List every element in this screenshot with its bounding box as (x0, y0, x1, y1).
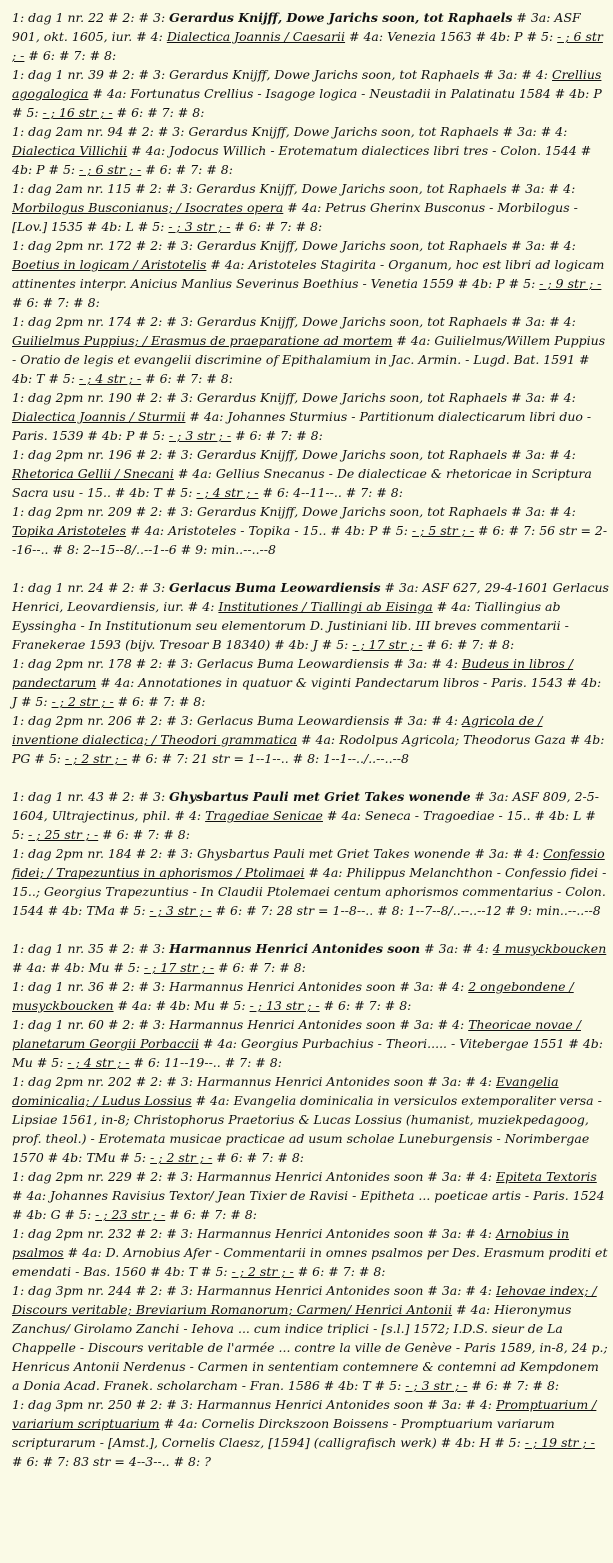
record-text: # 6: # 7: # 8: (141, 371, 233, 386)
record-text: # 6: # 7: # 8: (293, 1264, 386, 1279)
record-text: # 6: # 7: 56 str = 2--16--.. # 8: 2--15--8/..--1--6 # 9: min..--..--8 (12, 523, 608, 557)
record-text: 1: dag 2pm nr. 184 # 2: # 3: Ghysbartus Pauli met Griet Takes wonende # 3a: # 4: (12, 846, 544, 861)
book-title: Morbilogus Busconianus; / Isocrates opera (12, 200, 284, 215)
record-entry (12, 312, 609, 388)
record-entry (12, 1395, 609, 1471)
record-text: # 4a: Seneca - Tragoediae - 15.. # 4b: L # 5: (12, 808, 596, 842)
book-title: Dialectica Joannis / Sturmii (12, 409, 186, 424)
record-text: # 3a: ASF 627, 29-4-1601 Gerlacus Henrici, Leovardiensis, iur. # 4: (12, 580, 609, 614)
group-separator (12, 768, 609, 787)
book-title: Agricola de / inventione dialectica; / Theodori grammatica (12, 713, 543, 747)
group-separator (12, 920, 609, 939)
record-entry (12, 8, 609, 65)
book-title: - ; 3 str ; - (405, 1378, 468, 1393)
record-text: # 6: # 7: # 8: (24, 48, 117, 63)
record-text: 1: dag 2pm nr. 190 # 2: # 3: Gerardus Knijff, Dowe Jarichs soon, tot Raphaels # 3a: # 4: (12, 390, 576, 405)
record-group (12, 787, 609, 920)
book-title: - ; 3 str ; - (168, 428, 232, 443)
record-text: # 3a: ASF 901, okt. 1605, iur. # 4: (12, 10, 581, 44)
book-title: - ; 2 str ; - (64, 751, 128, 766)
book-title: - ; 4 str ; - (67, 1055, 130, 1070)
record-entry (12, 179, 609, 236)
owner-name: Gerardus Knijff, Dowe Jarichs soon, tot Raphaels (169, 10, 513, 25)
record-text: # 6: # 7: # 8: (112, 105, 205, 120)
book-title: Rhetorica Gellii / Snecani (12, 466, 174, 481)
book-title: 4 musyckboucken (492, 941, 607, 956)
book-title: - ; 23 str ; - (95, 1207, 166, 1222)
record-text: 1: dag 2pm nr. 229 # 2: # 3: Harmannus Henrici Antonides soon # 3a: # 4: (12, 1169, 496, 1184)
group-separator (12, 559, 609, 578)
record-group (12, 578, 609, 768)
book-title: Epiteta Textoris (496, 1169, 597, 1184)
book-title: - ; 2 str ; - (231, 1264, 294, 1279)
record-text: 1: dag 1 nr. 39 # 2: # 3: Gerardus Knijff, Dowe Jarichs soon, tot Raphaels # 3a: # 4: (12, 67, 552, 82)
record-text: # 4a: Cornelis Dirckszoon Boissens - Promptuarium variarum scripturarum - [Amst.], Cornelis Claesz, [1594] (calligrafisch werk) # 4b: H # 5: (12, 1416, 555, 1450)
record-entry (12, 711, 609, 768)
record-text: 1: dag 2pm nr. 196 # 2: # 3: Gerardus Knijff, Dowe Jarichs soon, tot Raphaels # 3a: # 4: (12, 447, 576, 462)
owner-name: Gerlacus Buma Leowardiensis (169, 580, 381, 595)
book-title: Confessio fidei; / Trapezuntius in aphorismos / Ptolimaei (12, 846, 605, 880)
record-group (12, 8, 609, 559)
record-text: # 4a: Annotationes in quatuor & viginti Pandectarum libros - Paris. 1543 # 4b: J # 5: (12, 675, 602, 709)
record-text: # 4a: Johannes Ravisius Textor/ Jean Tixier de Ravisi - Epitheta ... poeticae artis - Paris. 1524 # 4b: G # 5: (12, 1188, 605, 1222)
record-entry (12, 1072, 609, 1167)
record-text: # 6: # 7: 28 str = 1--8--.. # 8: 1--7--8/..--..--12 # 9: min..--..--8 (211, 903, 601, 918)
record-text: 1: dag 1 nr. 24 # 2: # 3: (12, 580, 170, 595)
record-text: # 6: # 7: # 8: (467, 1378, 560, 1393)
record-text: # 4a: Aristoteles Stagirita - Organum, hoc est libri ad logicam attinentes interpr. Anicius Manlius Severinus Boethius - Venetia 1559 # 4b: P # 5: (12, 257, 605, 291)
record-text: # 4a: Fortunatus Crellius - Isagoge logica - Neustadii in Palatinatu 1584 # 4b: P # 5: (12, 86, 602, 120)
book-title: - ; 6 str ; - (79, 162, 142, 177)
record-entry (12, 1167, 609, 1224)
record-text: 1: dag 3pm nr. 250 # 2: # 3: Harmannus Henrici Antonides soon # 3a: # 4: (12, 1397, 496, 1412)
record-text: 1: dag 1 nr. 43 # 2: # 3: (12, 789, 170, 804)
book-title: - ; 5 str ; - (411, 523, 475, 538)
record-text: # 4a: Aristoteles - Topika - 15.. # 4b: P # 5: (126, 523, 412, 538)
book-title: - ; 6 str ; - (12, 29, 603, 63)
record-text: # 4a: Guilielmus/Willem Puppius - Oratio de legis et evangelii discrimine of Epithalamium in Jac. Armin. - Lugd. Bat. 1591 # 4b: T # 5: (12, 333, 606, 386)
record-text: # 6: # 7: # 8: (231, 428, 323, 443)
book-title: Theoricae novae / planetarum Georgii Porbaccii (12, 1017, 581, 1051)
book-title: Crellius agogalogica (12, 67, 602, 101)
record-text: 1: dag 2pm nr. 178 # 2: # 3: Gerlacus Buma Leowardiensis # 3a: # 4: (12, 656, 462, 671)
record-entry (12, 236, 609, 312)
book-title: Evangelia dominicalia; / Ludus Lossius (12, 1074, 559, 1108)
record-text: # 6: # 7: # 8: (141, 162, 233, 177)
record-entry (12, 844, 609, 920)
book-title: - ; 2 str ; - (150, 1150, 213, 1165)
record-text: 1: dag 2pm nr. 209 # 2: # 3: Gerardus Knijff, Dowe Jarichs soon, tot Raphaels # 3a: # 4: (12, 504, 576, 519)
record-entry (12, 388, 609, 445)
record-text: # 6: # 7: # 8: (422, 637, 515, 652)
record-entry (12, 977, 609, 1015)
record-text: # 6: # 7: # 8: (12, 295, 100, 310)
book-title: 2 ongebondene / musyckboucken (12, 979, 574, 1013)
record-text: 1: dag 1 nr. 60 # 2: # 3: Harmannus Henrici Antonides soon # 3a: # 4: (12, 1017, 469, 1032)
book-title: - ; 4 str ; - (196, 485, 259, 500)
record-text: # 6: # 7: 21 str = 1--1--.. # 8: 1--1--../..--..--8 (127, 751, 409, 766)
record-entry (12, 1224, 609, 1281)
book-title: - ; 17 str ; - (144, 960, 215, 975)
record-text: # 4a: Philippus Melanchthon - Confessio fidei - 15..; Georgius Trapezuntius - In Claudii Ptolemaei centum aphorismos commentarius - Colon. 1544 # 4b: TMa # 5: (12, 865, 607, 918)
record-text: # 6: 11--19--.. # 7: # 8: (129, 1055, 282, 1070)
record-entry (12, 502, 609, 559)
record-text: 1: dag 2am nr. 94 # 2: # 3: Gerardus Knijff, Dowe Jarichs soon, tot Raphaels # 3a: # 4: (12, 124, 568, 139)
record-text: # 4a: # 4b: Mu # 5: (12, 960, 145, 975)
record-text: 1: dag 2pm nr. 172 # 2: # 3: Gerardus Knijff, Dowe Jarichs soon, tot Raphaels # 3a: # 4: (12, 238, 576, 253)
book-title: - ; 2 str ; - (51, 694, 114, 709)
book-title: Tragediae Senicae (205, 808, 323, 823)
book-title: Promptuarium / variarium scriptuarium (12, 1397, 597, 1431)
book-title: Dialectica Villichii (12, 143, 128, 158)
record-text: # 3a: # 4: (420, 941, 493, 956)
record-entry (12, 122, 609, 179)
record-text: # 4a: # 4b: Mu # 5: (113, 998, 250, 1013)
record-entry (12, 1015, 609, 1072)
record-text: 1: dag 2pm nr. 206 # 2: # 3: Gerlacus Buma Leowardiensis # 3a: # 4: (12, 713, 462, 728)
record-entry (12, 1281, 609, 1395)
record-text: 1: dag 2pm nr. 232 # 2: # 3: Harmannus Henrici Antonides soon # 3a: # 4: (12, 1226, 496, 1241)
record-text: # 6: # 7: # 8: (214, 960, 306, 975)
book-title: - ; 17 str ; - (352, 637, 423, 652)
record-text: # 6: # 7: # 8: (98, 827, 190, 842)
record-text: # 3a: ASF 809, 2-5-1604, Ultrajectinus, phil. # 4: (12, 789, 599, 823)
record-text: 1: dag 1 nr. 36 # 2: # 3: Harmannus Henrici Antonides soon # 3a: # 4: (12, 979, 469, 994)
book-title: Institutiones / Tiallingi ab Eisinga (218, 599, 433, 614)
book-title: Guilielmus Puppius; / Erasmus de praeparatione ad mortem (12, 333, 393, 348)
record-text: 1: dag 3pm nr. 244 # 2: # 3: Harmannus Henrici Antonides soon # 3a: # 4: (12, 1283, 496, 1298)
record-text: # 6: # 7: # 8: (212, 1150, 304, 1165)
record-entry (12, 65, 609, 122)
record-text: # 4a: Jodocus Willich - Erotematum dialectices libri tres - Colon. 1544 # 4b: P # 5: (12, 143, 592, 177)
record-text: # 6: # 7: # 8: (230, 219, 323, 234)
record-entry (12, 578, 609, 654)
record-entry (12, 445, 609, 502)
record-text: # 4a: Gellius Snecanus - De dialecticae & rhetoricae in Scriptura Sacra usu - 15.. # 4b: T # 5: (12, 466, 592, 500)
record-text: # 4a: Tiallingius ab Eyssingha - In Institutionum seu elementorum D. Justiniani lib. III breves commentarii - Franekerae 1593 (bijv. Tresoar B 18340) # 4b: J # 5: (12, 599, 569, 652)
book-title: - ; 4 str ; - (79, 371, 142, 386)
record-text: # 6: # 7: # 8: (113, 694, 206, 709)
book-title: Boetius in logicam / Aristotelis (12, 257, 207, 272)
book-title: - ; 19 str ; - (524, 1435, 595, 1450)
record-text: 1: dag 2pm nr. 202 # 2: # 3: Harmannus Henrici Antonides soon # 3a: # 4: (12, 1074, 496, 1089)
book-title: Dialectica Joannis / Caesarii (166, 29, 346, 44)
record-text: 1: dag 2am nr. 115 # 2: # 3: Gerardus Knijff, Dowe Jarichs soon, tot Raphaels # 3a: # 4: (12, 181, 576, 196)
record-text: # 4a: Evangelia dominicalia in versiculos extemporaliter versa - Lipsiae 1561, in-8; Christophorus Praetorius & Lucas Lossius (humanist, muziekpedagoog, prof. theol.) - Erotemata musicae practicae ad usum scholae Luneburgensis - Norimbergae 1570 # 4b: TMu # 5: (12, 1093, 602, 1165)
record-text: # 4a: Johannes Sturmius - Partitionum dialecticarum libri duo - Paris. 1539 # 4b: P # 5: (12, 409, 592, 443)
book-title: - ; 3 str ; - (168, 219, 231, 234)
book-title: Topika Aristoteles (12, 523, 127, 538)
record-text: # 4a: Hieronymus Zanchus/ Girolamo Zanchi - Iehova ... cum indice triplici - [s.l.] 1572; I.D.S. sieur de La Chappelle - Discours veritable de l'armée ... contre la ville de Genève - Paris 1589, in-8, 24 p.; Henricus Antonii Nerdenus - Carmen in sententiam contemnere & contemni ad Kempdonem a Donia Acad. Franek. scholarcham - Fran. 1586 # 4b: T # 5: (12, 1302, 608, 1393)
record-text: # 6: # 7: # 8: (165, 1207, 257, 1222)
record-text: # 6: # 7: 83 str = 4--3--.. # 8: ? (12, 1454, 211, 1469)
record-text: # 6: 4--11--.. # 7: # 8: (258, 485, 403, 500)
owner-name: Harmannus Henrici Antonides soon (169, 941, 421, 956)
record-text: 1: dag 1 nr. 22 # 2: # 3: (12, 10, 170, 25)
record-text: # 4a: Petrus Gherinx Busconus - Morbilogus - [Lov.] 1535 # 4b: L # 5: (12, 200, 578, 234)
record-text: # 6: # 7: # 8: (319, 998, 412, 1013)
record-text: 1: dag 1 nr. 35 # 2: # 3: (12, 941, 170, 956)
book-title: - ; 25 str ; - (28, 827, 99, 842)
owner-name: Ghysbartus Pauli met Griet Takes wonende (169, 789, 471, 804)
record-entry (12, 787, 609, 844)
record-text: # 4a: Venezia 1563 # 4b: P # 5: (345, 29, 558, 44)
record-text: # 4a: Rodolpus Agricola; Theodorus Gaza # 4b: PG # 5: (12, 732, 605, 766)
record-text: # 4a: Georgius Purbachius - Theori..... - Vitebergae 1551 # 4b: Mu # 5: (12, 1036, 604, 1070)
record-entry (12, 654, 609, 711)
book-title: Iehovae index; / Discours veritable; Breviarium Romanorum; Carmen/ Henrici Antonii (12, 1283, 597, 1317)
record-text: # 4a: D. Arnobius Afer - Commentarii in omnes psalmos per Des. Erasmum proditi et emendati - Bas. 1560 # 4b: T # 5: (12, 1245, 608, 1279)
book-title: Budeus in libros / pandectarum (12, 656, 574, 690)
book-title: Arnobius in psalmos (12, 1226, 570, 1260)
book-title: - ; 9 str ; - (539, 276, 602, 291)
book-title: - ; 16 str ; - (42, 105, 113, 120)
record-text: 1: dag 2pm nr. 174 # 2: # 3: Gerardus Knijff, Dowe Jarichs soon, tot Raphaels # 3a: # 4: (12, 314, 576, 329)
book-title: - ; 3 str ; - (149, 903, 212, 918)
book-title: - ; 13 str ; - (249, 998, 320, 1013)
record-entry (12, 939, 609, 977)
record-group (12, 939, 609, 1471)
